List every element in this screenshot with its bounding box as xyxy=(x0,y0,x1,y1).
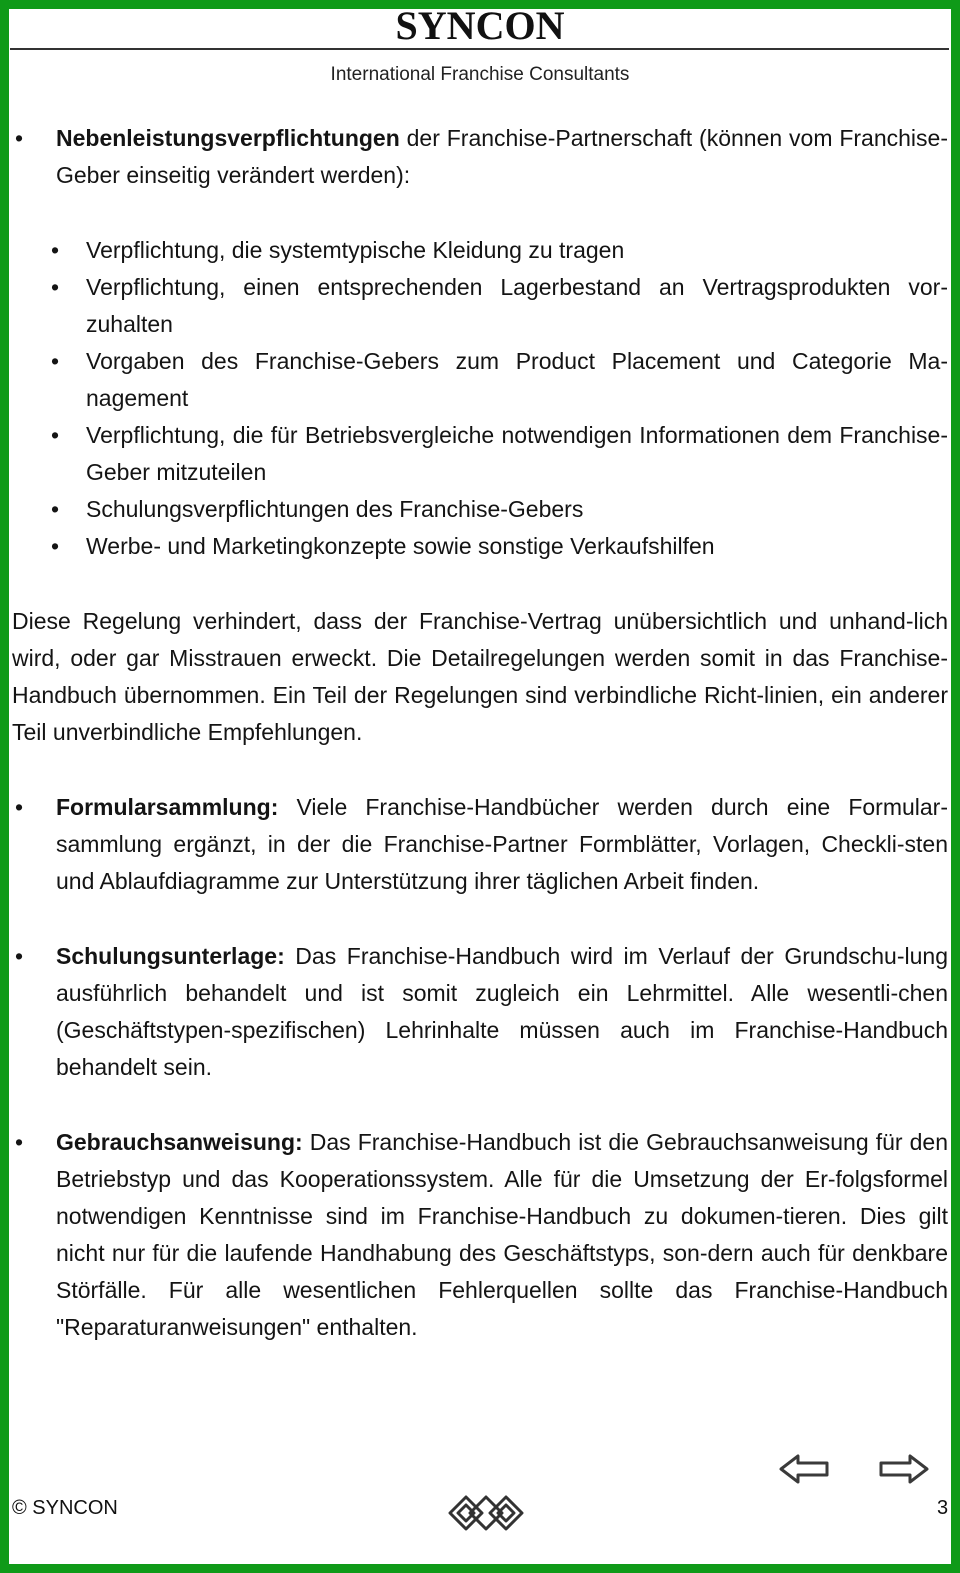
page-number: 3 xyxy=(937,1497,949,1519)
sub-bullet-text: Schulungsverpflichtungen des Franchise-Gebers xyxy=(86,496,584,522)
sub-bullet-item xyxy=(12,528,948,565)
sub-bullet-text: Verpflichtung, die systemtypische Kleidung zu tragen xyxy=(86,237,625,263)
arrow-right-icon[interactable] xyxy=(878,1452,930,1486)
sub-bullet-item xyxy=(12,269,948,343)
bullet-gebrauchsanweisung xyxy=(12,1124,948,1346)
bullet-marker: • xyxy=(14,943,24,969)
bullet-term: Nebenleistungsverpflichtungen xyxy=(56,125,400,151)
body-paragraph: Diese Regelung verhindert, dass der Franchise-Vertrag unübersichtlich und unhand-lich wird, oder gar Misstrauen erweckt. Die Detailregelungen werden somit in das Franchise-Handbuch übernommen. Ein Teil der Regelungen sind verbindliche Richt-linien, ein anderer Teil unverbindliche Empfehlungen. xyxy=(12,608,948,745)
bullet-text: der Franchise-Partnerschaft (können vom Franchise-Geber einseitig verändert werden): xyxy=(56,125,948,188)
sub-bullet-text: Verpflichtung, die für Betriebsvergleiche notwendigen Informationen dem Franchise-Geber mitzuteilen xyxy=(86,422,948,485)
bullet-text: Das Franchise-Handbuch wird im Verlauf der Grundschu-lung ausführlich behandelt und ist somit zugleich ein Lehrmittel. Alle wesentli-chen (Geschäftstypen-spezifischen) Lehrinhalte müssen auch im Franchise-Handbuch behandelt sein. xyxy=(56,943,948,1080)
bullet-marker: • xyxy=(50,533,60,559)
brand-title: SYNCON xyxy=(395,3,565,48)
sub-bullet-item xyxy=(12,232,948,269)
bullet-term: Schulungsunterlage: xyxy=(56,943,285,969)
header-divider xyxy=(10,48,949,50)
bullet-marker: • xyxy=(14,125,24,151)
bullet-marker: • xyxy=(14,1129,24,1155)
syncon-logo-icon xyxy=(446,1490,528,1536)
sub-bullet-text: Verpflichtung, einen entsprechenden Lagerbestand an Vertragsprodukten vor-zuhalten xyxy=(86,274,948,337)
sub-bullet-list xyxy=(12,232,948,565)
bullet-marker: • xyxy=(14,794,24,820)
bullet-marker: • xyxy=(50,274,60,300)
header-subtitle: International Franchise Consultants xyxy=(330,64,630,85)
sub-bullet-text: Vorgaben des Franchise-Gebers zum Product Placement und Categorie Ma-nagement xyxy=(86,348,948,411)
bullet-nebenleistungen xyxy=(12,120,948,194)
document-body xyxy=(12,120,948,1346)
sub-bullet-text: Werbe- und Marketingkonzepte sowie sonstige Verkaufshilfen xyxy=(86,533,715,559)
sub-bullet-item xyxy=(12,491,948,528)
bullet-text: Das Franchise-Handbuch ist die Gebrauchsanweisung für den Betriebstyp und das Kooperationssystem. Alle für die Umsetzung der Er-folgsformel notwendigen Kenntnisse sind im Franchise-Handbuch zu dokumen-tieren. Dies gilt nicht nur für die laufende Handhabung des Geschäftstyps, son-dern auch für denkbare Störfälle. Für alle wesentlichen Fehlerquellen sollte das Franchise-Handbuch "Reparaturanweisungen" enthalten. xyxy=(56,1129,948,1340)
bullet-marker: • xyxy=(50,496,60,522)
bullet-marker: • xyxy=(50,237,60,263)
bullet-term: Formularsammlung: xyxy=(56,794,279,820)
bullet-marker: • xyxy=(50,348,60,374)
bullet-marker: • xyxy=(50,422,60,448)
sub-bullet-item xyxy=(12,343,948,417)
footer-copyright: © SYNCON xyxy=(12,1497,118,1519)
bullet-schulungsunterlage xyxy=(12,938,948,1086)
bullet-formularsammlung xyxy=(12,789,948,900)
sub-bullet-item xyxy=(12,417,948,491)
arrow-left-icon[interactable] xyxy=(778,1452,830,1486)
bullet-text: Viele Franchise-Handbücher werden durch eine Formular-sammlung ergänzt, in der die Franchise-Partner Formblätter, Vorlagen, Checkli-sten und Ablaufdiagramme zur Unterstützung ihrer täglichen Arbeit finden. xyxy=(56,794,948,894)
bullet-term: Gebrauchsanweisung: xyxy=(56,1129,303,1155)
